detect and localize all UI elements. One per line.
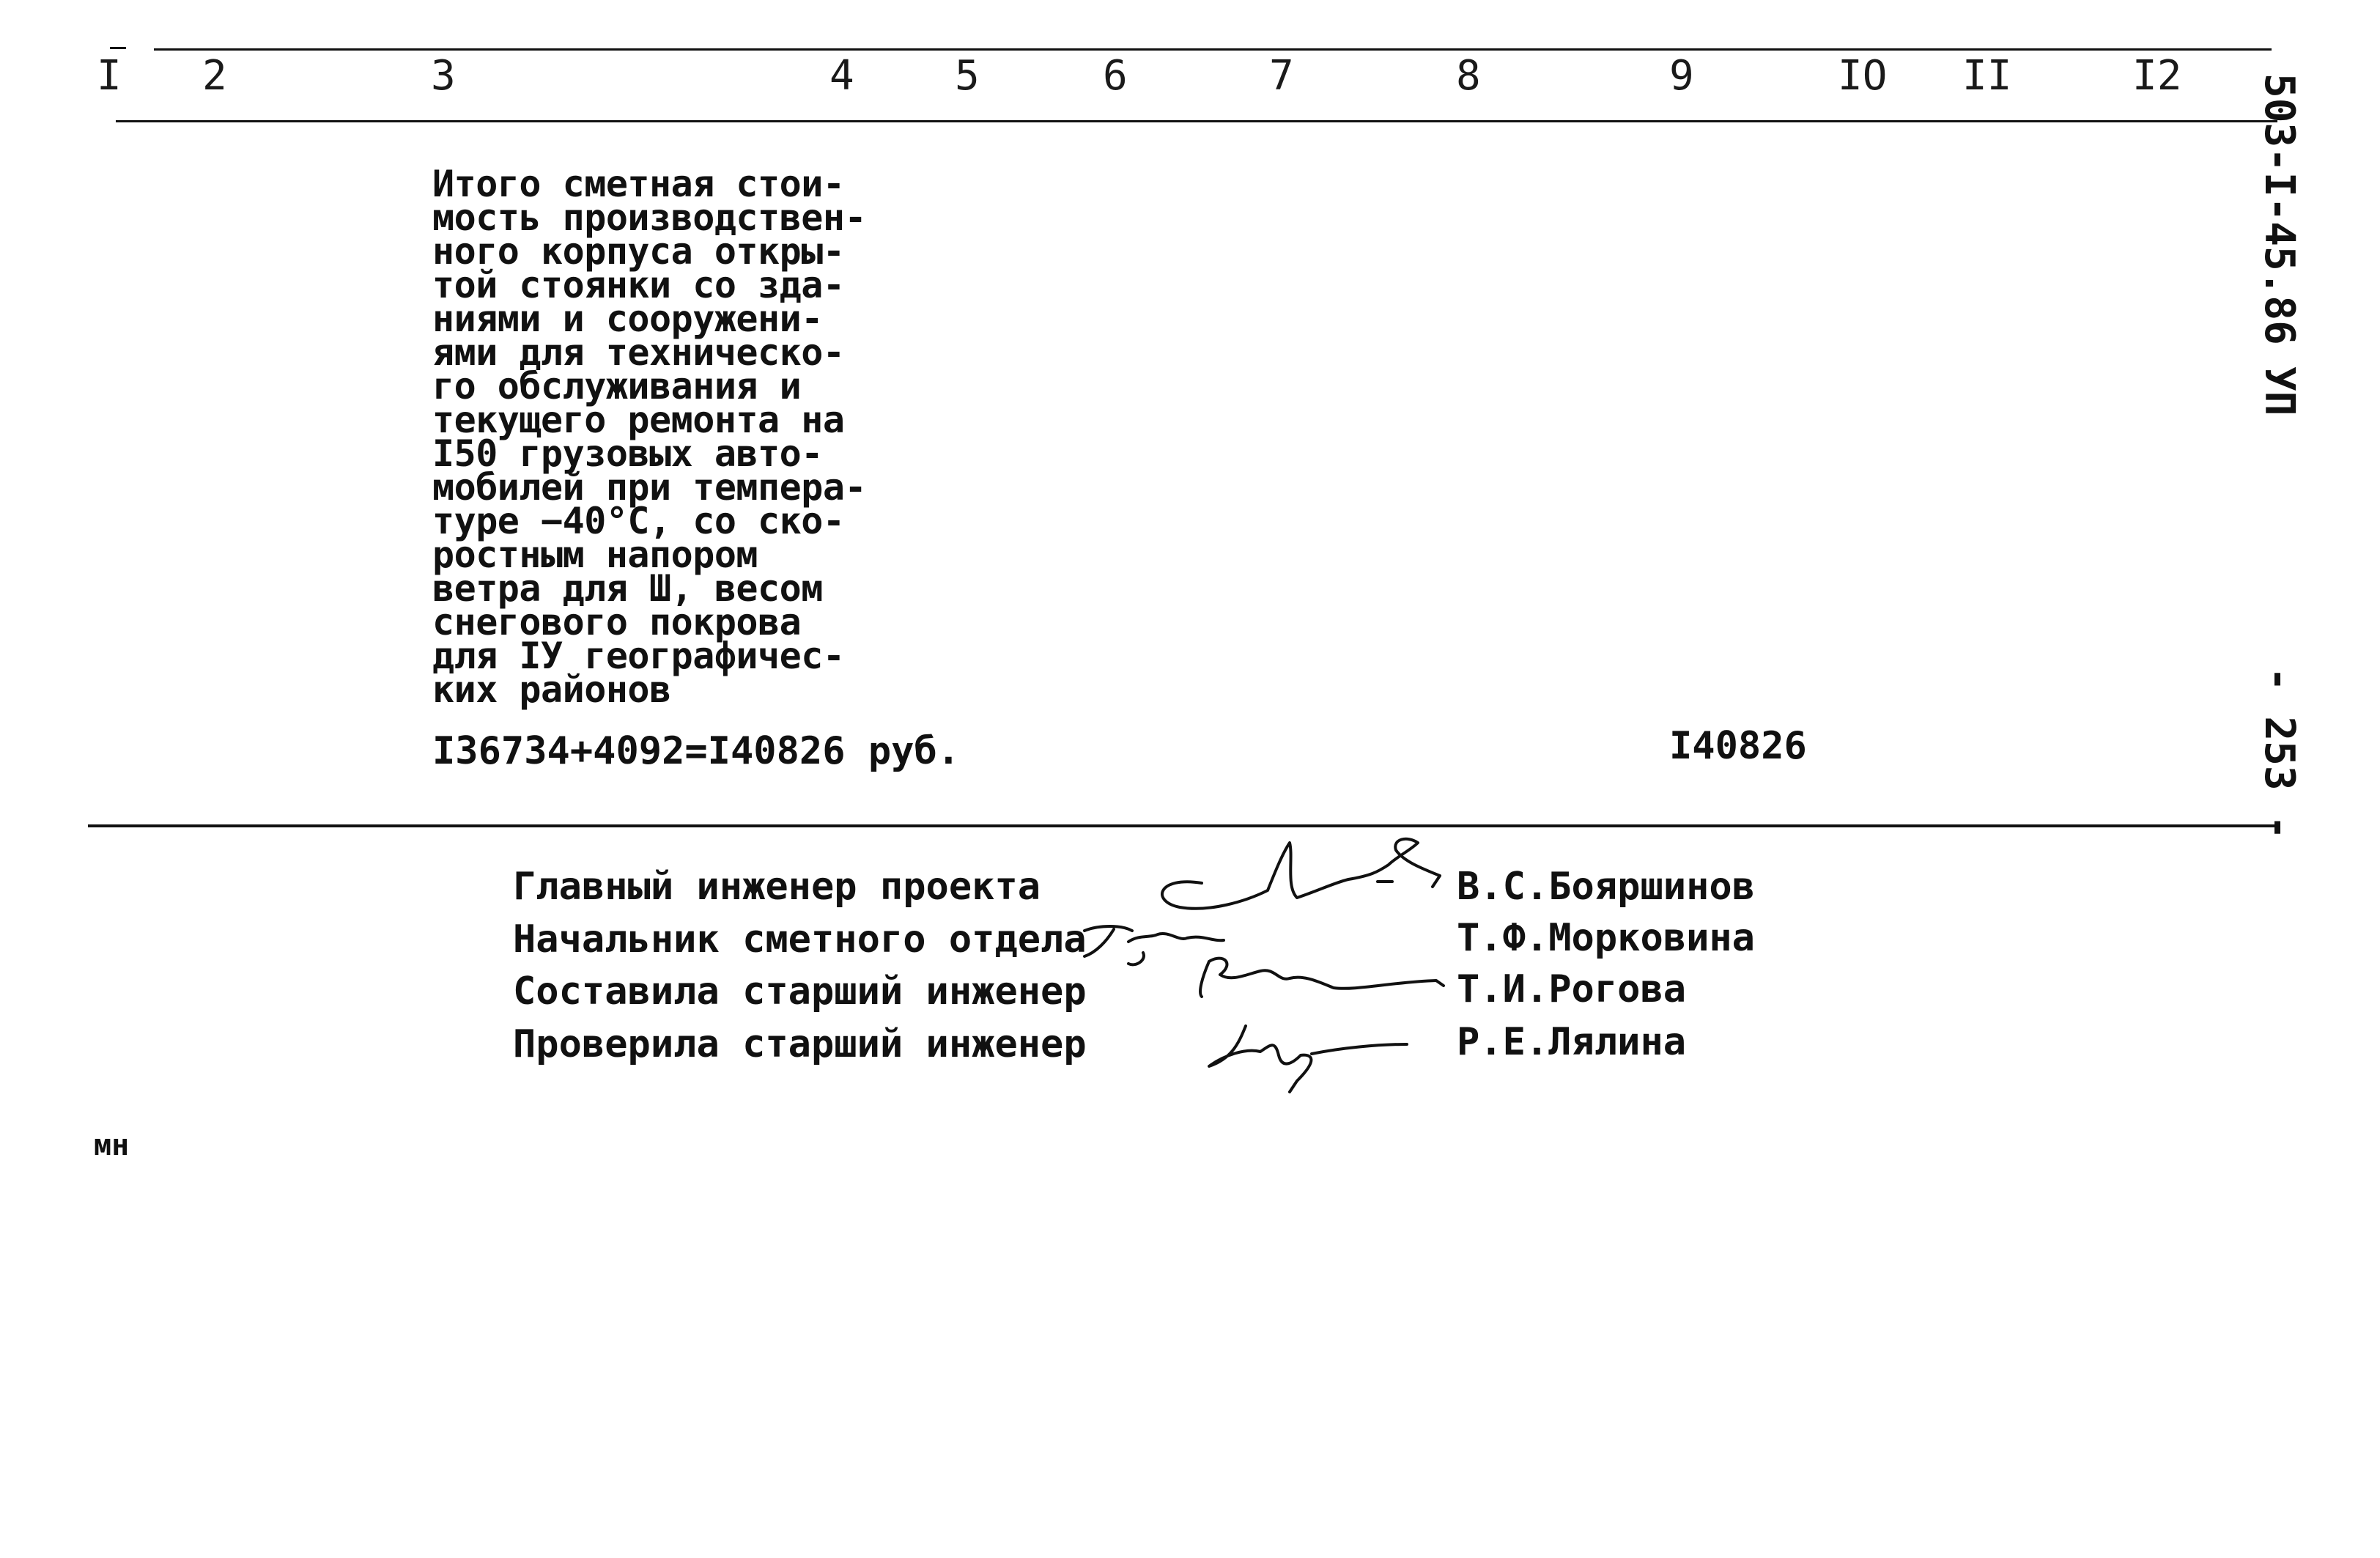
column-number: 3 [431, 52, 456, 100]
signature-role: Главный инженер проекта [513, 865, 1041, 909]
signature-name: В.С.Бояршинов [1457, 865, 1755, 909]
column-number: 4 [829, 52, 854, 100]
signature-name: Т.И.Рогова [1457, 967, 1687, 1011]
signature-3 [1200, 959, 1444, 997]
description-line: мость производствен- [432, 196, 867, 239]
signature-role: Начальник сметного отдела [513, 918, 1087, 961]
signature-1 [1162, 839, 1440, 909]
description-line: I50 грузовых авто- [432, 432, 823, 475]
description-line: ями для техническо- [432, 331, 845, 374]
column-number: 7 [1269, 52, 1294, 100]
document-code: 503-I-45.86 [2255, 73, 2303, 345]
description-line: ного корпуса откры- [432, 230, 845, 273]
description-line: го обслуживания и [432, 365, 802, 407]
description-line: мобилей при темпера- [432, 466, 867, 509]
footer-initials: мн [94, 1129, 130, 1162]
signature-4 [1209, 1026, 1407, 1092]
column-number: I [97, 52, 122, 100]
description-line: ких районов [432, 668, 671, 711]
column9-total: I40826 [1669, 724, 1807, 768]
column-number: II [1962, 52, 2012, 100]
description-line: ростным напором [432, 534, 758, 576]
column-number: I2 [2132, 52, 2182, 100]
column-number: 9 [1669, 52, 1694, 100]
description-line: текущего ремонта на [432, 399, 845, 441]
column-number: 8 [1456, 52, 1481, 100]
description-line: снегового покрова [432, 601, 802, 643]
page-number: - 253 - [2255, 667, 2303, 841]
signature-name: Т.Ф.Морковина [1457, 916, 1755, 960]
total-formula: I36734+4092=I40826 руб. [432, 729, 961, 773]
signature-2 [1084, 926, 1224, 964]
signature-role: Проверила старший инженер [513, 1022, 1087, 1066]
description-line: для IУ географичес- [432, 635, 845, 677]
description-line: туре −40°С, со ско- [432, 500, 845, 542]
column-number: IO [1838, 52, 1888, 100]
column-number: 5 [955, 52, 980, 100]
description-line: Итого сметная стои- [432, 163, 845, 205]
description-line: ниями и сооружени- [432, 298, 823, 340]
signature-role: Составила старший инженер [513, 970, 1087, 1014]
signature-name: Р.Е.Лялина [1457, 1020, 1687, 1064]
description-line: ветра для Ш, весом [432, 567, 823, 610]
column-number: 2 [202, 52, 227, 100]
album-number: УП [2255, 366, 2303, 416]
column-number: 6 [1103, 52, 1128, 100]
description-line: той стоянки со зда- [432, 264, 845, 306]
